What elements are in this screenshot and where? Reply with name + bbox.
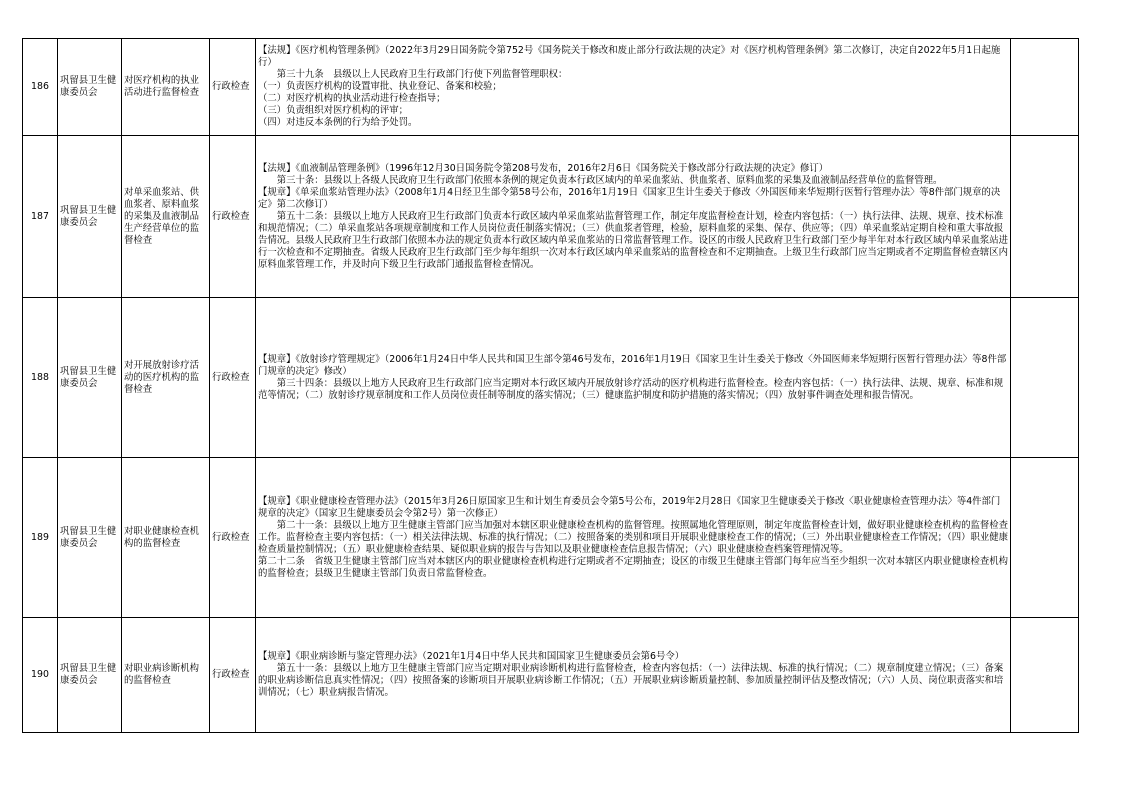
inspection-type-cell: 行政检查 xyxy=(210,136,256,298)
row-number-cell: 188 xyxy=(23,298,58,458)
remarks-cell xyxy=(1011,39,1079,136)
inspection-item-cell: 对医疗机构的执业活动进行监督检查 xyxy=(122,39,210,136)
legal-basis-paragraph: 第三十四条：县级以上地方人民政府卫生行政部门应当定期对本行政区域内开展放射诊疗活动的医疗机构进行监督检查。检查内容包括：（一）执行法律、法规、规章、标准和规范等情况；（二）放射诊疗规章制度和工作人员岗位责任制等制度的落实情况；（三）健康监护制度和防护措施的落实情况；（四）放射事件调查处理和报告情况。 xyxy=(258,377,1004,401)
legal-basis-cell xyxy=(256,39,1011,136)
legal-basis-paragraph: （一）负责医疗机构的设置审批、执业登记、备案和校验； xyxy=(258,81,502,92)
department-cell: 巩留县卫生健康委员会 xyxy=(58,458,122,618)
department-cell: 巩留县卫生健康委员会 xyxy=(58,298,122,458)
legal-basis-paragraph: （三）负责组织对医疗机构的评审； xyxy=(258,105,409,116)
remarks-cell xyxy=(1011,136,1079,298)
inspection-type-cell: 行政检查 xyxy=(210,458,256,618)
legal-basis-cell xyxy=(256,136,1011,298)
legal-basis-cell xyxy=(256,298,1011,458)
remarks-cell xyxy=(1011,458,1079,618)
legal-basis-paragraph: 【法规】《血液制品管理条例》（1996年12月30日国务院令第208号发布，2016年2月6日《国务院关于修改部分行政法规的决定》修订） xyxy=(258,162,829,174)
legal-basis-paragraph: 第三十条：县级以上各级人民政府卫生行政部门依照本条例的规定负责本行政区域内的单采血浆站、供血浆者、原料血浆的采集及血液制品经营单位的监督管理。 xyxy=(258,174,943,186)
legal-basis-paragraph: 第三十九条 县级以上人民政府卫生行政部门行使下列监督管理职权： xyxy=(258,69,568,80)
legal-basis-cell xyxy=(256,458,1011,618)
legal-basis-paragraph: 【规章】《单采血浆站管理办法》（2008年1月4日经卫生部令第58号公布，2016年1月19日《国家卫生计生委关于修改〈外国医师来华短期行医暂行管理办法〉等8件部门规章的决定》第二次修订） xyxy=(258,186,1001,210)
inspection-item-cell: 对单采血浆站、供血浆者、原料血浆的采集及血液制品生产经营单位的监督检查 xyxy=(122,136,210,298)
legal-basis-cell xyxy=(256,618,1011,733)
legal-basis-paragraph: 【规章】《放射诊疗管理规定》（2006年1月24日中华人民共和国卫生部令第46号发布，2016年1月19日《国家卫生计生委关于修改〈外国医师来华短期行医暂行管理办法〉等8件部门规章的决定》修改） xyxy=(258,353,1007,377)
legal-basis-paragraph: 【规章】《职业健康检查管理办法》（2015年3月26日原国家卫生和计划生育委员会令第5号公布，2019年2月28日《国家卫生健康委关于修改〈职业健康检查管理办法〉等4件部门规章的决定》（国家卫生健康委员会令第2号）第一次修正） xyxy=(258,495,1001,519)
table-row xyxy=(23,618,1079,733)
department-cell: 巩留县卫生健康委员会 xyxy=(58,39,122,136)
legal-basis-paragraph: 第二十一条：县级以上地方卫生健康主管部门应当加强对本辖区职业健康检查机构的监督管理。按照属地化管理原则，制定年度监督检查计划，做好职业健康检查机构的监督检查工作。监督检查主要内容包括：（一）相关法律法规、标准的执行情况；（二）按照备案的类别和项目开展职业健康检查工作的情况；（三）外出职业健康检查工作情况；（四）职业健康检查质量控制情况；（五）职业健康检查结果、疑似职业病的报告与告知以及职业健康检查信息报告情况；（六）职业健康检查档案管理情况等。 xyxy=(258,519,1009,555)
legal-basis-paragraph: 第五十二条：县级以上地方人民政府卫生行政部门负责本行政区域内单采血浆站监督管理工作，制定年度监督检查计划，检查内容包括：（一）执行法律、法规、规章、技术标准和规范情况；（二）单采血浆站各项规章制度和工作人员岗位责任制落实情况；（三）供血浆者管理，检验，原料血浆的采集、保存、供应等；（四）单采血浆站定期自检和重大事故报告情况。县级人民政府卫生行政部门依照本办法的规定负责本行政区域内单采血浆站的日常监督管理工作。设区的市级人民政府卫生行政部门至少每半年对本行政区域内单采血浆站进行一次检查和不定期抽查。省级人民政府卫生行政部门至少每年组织一次对本行政区域内单采血浆站的监督检查和不定期抽查。上级卫生行政部门应当定期或者不定期监督检查辖区内原料血浆管理工作，并及时向下级卫生行政部门通报监督检查情况。 xyxy=(258,210,1009,270)
legal-basis-paragraph: 第二十二条 省级卫生健康主管部门应当对本辖区内的职业健康检查机构进行定期或者不定期抽查；设区的市级卫生健康主管部门每年应当至少组织一次对本辖区内职业健康检查机构的监督检查；县级卫生健康主管部门负责日常监督检查。 xyxy=(258,555,1009,579)
table-body xyxy=(23,39,1079,733)
table-row xyxy=(23,39,1079,136)
inspection-item-cell: 对职业病诊断机构的监督检查 xyxy=(122,618,210,733)
legal-basis-paragraph: 【规章】《职业病诊断与鉴定管理办法》（2021年1月4日中华人民共和国国家卫生健康委员会第6号令） xyxy=(258,651,685,662)
row-number-cell: 186 xyxy=(23,39,58,136)
legal-basis-paragraph: （四）对违反本条例的行为给予处罚。 xyxy=(258,117,418,128)
regulation-table xyxy=(22,38,1079,733)
inspection-type-cell: 行政检查 xyxy=(210,618,256,733)
inspection-type-cell: 行政检查 xyxy=(210,39,256,136)
remarks-cell xyxy=(1011,298,1079,458)
department-cell: 巩留县卫生健康委员会 xyxy=(58,618,122,733)
legal-basis-paragraph: （二）对医疗机构的执业活动进行检查指导； xyxy=(258,93,446,104)
row-number-cell: 189 xyxy=(23,458,58,618)
inspection-item-cell: 对开展放射诊疗活动的医疗机构的监督检查 xyxy=(122,298,210,458)
table-row xyxy=(23,136,1079,298)
inspection-item-cell: 对职业健康检查机构的监督检查 xyxy=(122,458,210,618)
inspection-type-cell: 行政检查 xyxy=(210,298,256,458)
table-row xyxy=(23,298,1079,458)
row-number-cell: 187 xyxy=(23,136,58,298)
row-number-cell: 190 xyxy=(23,618,58,733)
legal-basis-paragraph: 第五十一条：县级以上地方卫生健康主管部门应当定期对职业病诊断机构进行监督检查，检查内容包括：（一）法律法规、标准的执行情况；（二）规章制度建立情况；（三）备案的职业病诊断信息真实性情况；（四）按照备案的诊断项目开展职业病诊断工作情况；（五）开展职业病诊断质量控制、参加质量控制评估及整改情况；（六）人员、岗位职责落实和培训情况；（七）职业病报告情况。 xyxy=(258,663,1004,698)
department-cell: 巩留县卫生健康委员会 xyxy=(58,136,122,298)
table-row xyxy=(23,458,1079,618)
remarks-cell xyxy=(1011,618,1079,733)
legal-basis-paragraph: 【法规】《医疗机构管理条例》（2022年3月29日国务院令第752号《国务院关于修改和废止部分行政法规的决定》对《医疗机构管理条例》第二次修订，决定自2022年5月1日起施行） xyxy=(258,45,1001,68)
